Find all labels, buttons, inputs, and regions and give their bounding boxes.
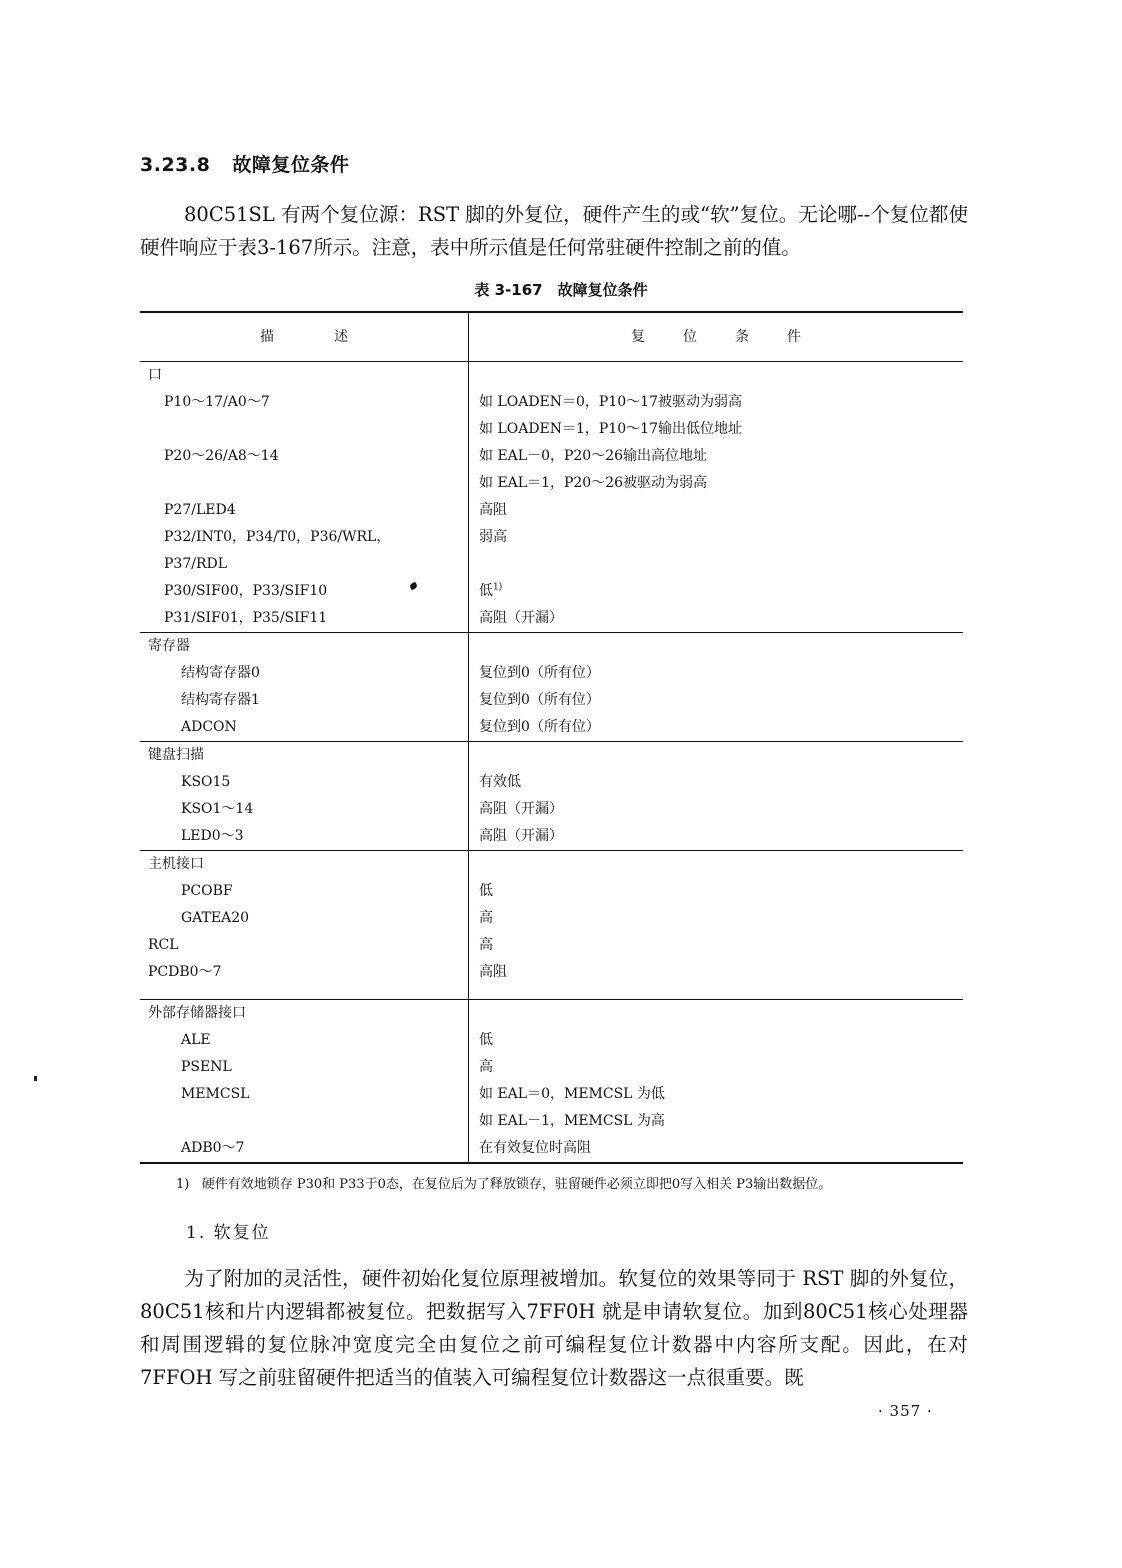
table-row <box>140 1000 963 1027</box>
table-row <box>140 524 963 551</box>
row-description: KSO15 <box>181 774 231 790</box>
table-body <box>140 362 963 1164</box>
row-description: P27/LED4 <box>164 502 236 518</box>
intro-paragraph-text: 80C51SL 有两个复位源：RST 脚的外复位，硬件产生的或“软”复位。无论哪--个复位都使硬件响应于表3-167所示。注意，表中所示值是任何常驻硬件控制之前的值。 <box>140 203 968 259</box>
row-reset-value <box>479 660 600 687</box>
row-description: PSENL <box>181 1059 232 1075</box>
row-description: 结构寄存器0 <box>181 665 260 681</box>
page-number: · 357 · <box>878 1402 933 1420</box>
row-description: P32/INT0，P34/T0，P36/WRL， <box>164 529 391 545</box>
row-reset-value-text: 高阻（开漏） <box>479 610 563 626</box>
table-footnote <box>176 1173 831 1192</box>
table-row <box>140 1135 963 1162</box>
table-row <box>140 470 963 497</box>
row-reset-value-text: 高阻 <box>479 964 507 980</box>
table-row <box>140 742 963 769</box>
row-reset-value-text: 复位到0（所有位） <box>479 692 600 708</box>
table-row <box>140 687 963 714</box>
row-reset-value-text: 如 EAL＝1，P20～26被驱动为弱高 <box>479 475 708 491</box>
row-reset-value-text: 高阻（开漏） <box>479 801 563 817</box>
row-reset-value <box>479 443 707 470</box>
table-row <box>140 1027 963 1054</box>
row-description: ADB0～7 <box>181 1140 245 1156</box>
row-reset-value-text: 高 <box>479 910 493 926</box>
row-reset-value-text: 有效低 <box>479 774 521 790</box>
table-row <box>140 823 963 850</box>
row-description: PCOBF <box>181 883 233 899</box>
table-group <box>140 851 963 1000</box>
row-reset-value <box>479 932 493 959</box>
row-reset-value-text: 如 LOADEN＝1，P10～17输出低位地址 <box>479 421 742 437</box>
table-row <box>140 362 963 389</box>
table-row <box>140 932 963 959</box>
reset-conditions-table <box>140 311 963 1164</box>
table-row <box>140 959 963 986</box>
table-row <box>140 769 963 796</box>
row-reset-value-text: 低 <box>479 583 493 599</box>
row-description: 结构寄存器1 <box>181 692 260 708</box>
footnote-reference: 1) <box>493 582 503 593</box>
row-description: MEMCSL <box>181 1086 250 1102</box>
table-group <box>140 742 963 851</box>
section-number: 3.23.8 <box>140 154 211 176</box>
row-reset-value-text: 低 <box>479 1032 493 1048</box>
table-header-row <box>140 311 963 362</box>
row-reset-value <box>479 905 493 932</box>
section-heading <box>140 150 349 177</box>
row-description: ALE <box>181 1032 211 1048</box>
table-row <box>140 1081 963 1108</box>
row-reset-value <box>479 1081 665 1108</box>
row-reset-value <box>479 769 521 796</box>
row-reset-value-text: 弱高 <box>479 529 507 545</box>
row-reset-value <box>479 470 707 497</box>
row-reset-value-text: 如 EAL－0，P20～26输出高位地址 <box>479 448 708 464</box>
table-caption: 表 3-167 故障复位条件 <box>474 281 648 299</box>
row-reset-value-text: 复位到0（所有位） <box>479 665 600 681</box>
row-reset-value <box>479 578 502 605</box>
table-row <box>140 633 963 660</box>
row-reset-value <box>479 1027 493 1054</box>
row-description: ADCON <box>181 719 237 735</box>
row-description: 寄存器 <box>148 638 190 654</box>
row-description: KSO1～14 <box>181 801 254 817</box>
row-reset-value-text: 在有效复位时高阻 <box>479 1140 591 1156</box>
row-reset-value-text: 如 LOADEN＝0，P10～17被驱动为弱高 <box>479 394 742 410</box>
table-row <box>140 497 963 524</box>
table-group <box>140 1000 963 1164</box>
row-description: 键盘扫描 <box>148 747 204 763</box>
row-description: PCDB0～7 <box>148 964 222 980</box>
row-description: P10～17/A0～7 <box>164 394 270 410</box>
subsection-heading: 1. 软复位 <box>186 1223 271 1243</box>
body-paragraph <box>140 1262 968 1394</box>
row-description: 主机接口 <box>148 856 204 872</box>
table-row <box>140 1108 963 1135</box>
row-reset-value-text: 高 <box>479 1059 493 1075</box>
row-reset-value <box>479 796 563 823</box>
row-reset-value <box>479 714 600 741</box>
row-reset-value <box>479 1054 493 1081</box>
table-row <box>140 851 963 878</box>
row-description: 外部存储器接口 <box>148 1005 246 1021</box>
row-description: P20～26/A8～14 <box>164 448 279 464</box>
row-reset-value-text: 高阻 <box>479 502 507 518</box>
table-row <box>140 443 963 470</box>
row-reset-value <box>479 687 600 714</box>
row-reset-value <box>479 878 493 905</box>
row-description: 口 <box>148 367 162 383</box>
row-reset-value-text: 复位到0（所有位） <box>479 719 600 735</box>
table-row <box>140 796 963 823</box>
table-row <box>140 660 963 687</box>
table-row <box>140 878 963 905</box>
row-reset-value-text: 如 EAL－1，MEMCSL 为高 <box>479 1113 665 1129</box>
footnote-marker: 1) <box>176 1177 190 1192</box>
row-reset-value-text: 高阻（开漏） <box>479 828 563 844</box>
table-row <box>140 551 963 578</box>
table-group <box>140 362 963 633</box>
section-title: 故障复位条件 <box>232 154 350 176</box>
row-reset-value <box>479 823 563 850</box>
row-reset-value <box>479 1135 591 1162</box>
table-row <box>140 1054 963 1081</box>
row-reset-value-text: 低 <box>479 883 493 899</box>
row-description: RCL <box>148 937 179 953</box>
row-description: P37/RDL <box>164 556 228 572</box>
row-reset-value <box>479 524 507 551</box>
table-group <box>140 633 963 742</box>
intro-paragraph <box>140 198 968 264</box>
row-description: GATEA20 <box>181 910 250 926</box>
table-row <box>140 605 963 632</box>
table-header-description: 描述 <box>260 329 408 345</box>
footnote-text: 硬件有效地锁存 P30和 P33于0态，在复位后为了释放锁存，驻留硬件必须立即把0写入相关 P3输出数据位。 <box>201 1177 832 1192</box>
row-description: LED0～3 <box>181 828 244 844</box>
table-row <box>140 714 963 741</box>
table-row <box>140 416 963 443</box>
row-reset-value <box>479 389 742 416</box>
table-row <box>140 578 963 605</box>
row-reset-value <box>479 1108 665 1135</box>
row-reset-value-text: 高 <box>479 937 493 953</box>
table-header-reset-condition: 复位条件 <box>631 329 839 345</box>
scan-speck <box>34 1076 37 1081</box>
body-paragraph-text: 为了附加的灵活性，硬件初始化复位原理被增加。软复位的效果等同于 RST 脚的外复位，80C51核和片内逻辑都被复位。把数据写入7FF0H 就是申请软复位。加到80C51核心处理器和周围逻辑的复位脉冲宽度完全由复位之前可编程复位计数器中内容所支配。因此，在对7FFOH 写之前驻留硬件把适当的值装入可编程复位计数器这一点很重要。既 <box>140 1267 968 1389</box>
row-description: P30/SIF00，P33/SIF10 <box>164 583 328 599</box>
row-reset-value <box>479 959 507 986</box>
table-row <box>140 905 963 932</box>
table-row <box>140 389 963 416</box>
row-description: P31/SIF01，P35/SIF11 <box>164 610 328 626</box>
row-reset-value-text: 如 EAL＝0，MEMCSL 为低 <box>479 1086 665 1102</box>
row-reset-value <box>479 416 742 443</box>
row-reset-value <box>479 497 507 524</box>
row-reset-value <box>479 605 563 632</box>
